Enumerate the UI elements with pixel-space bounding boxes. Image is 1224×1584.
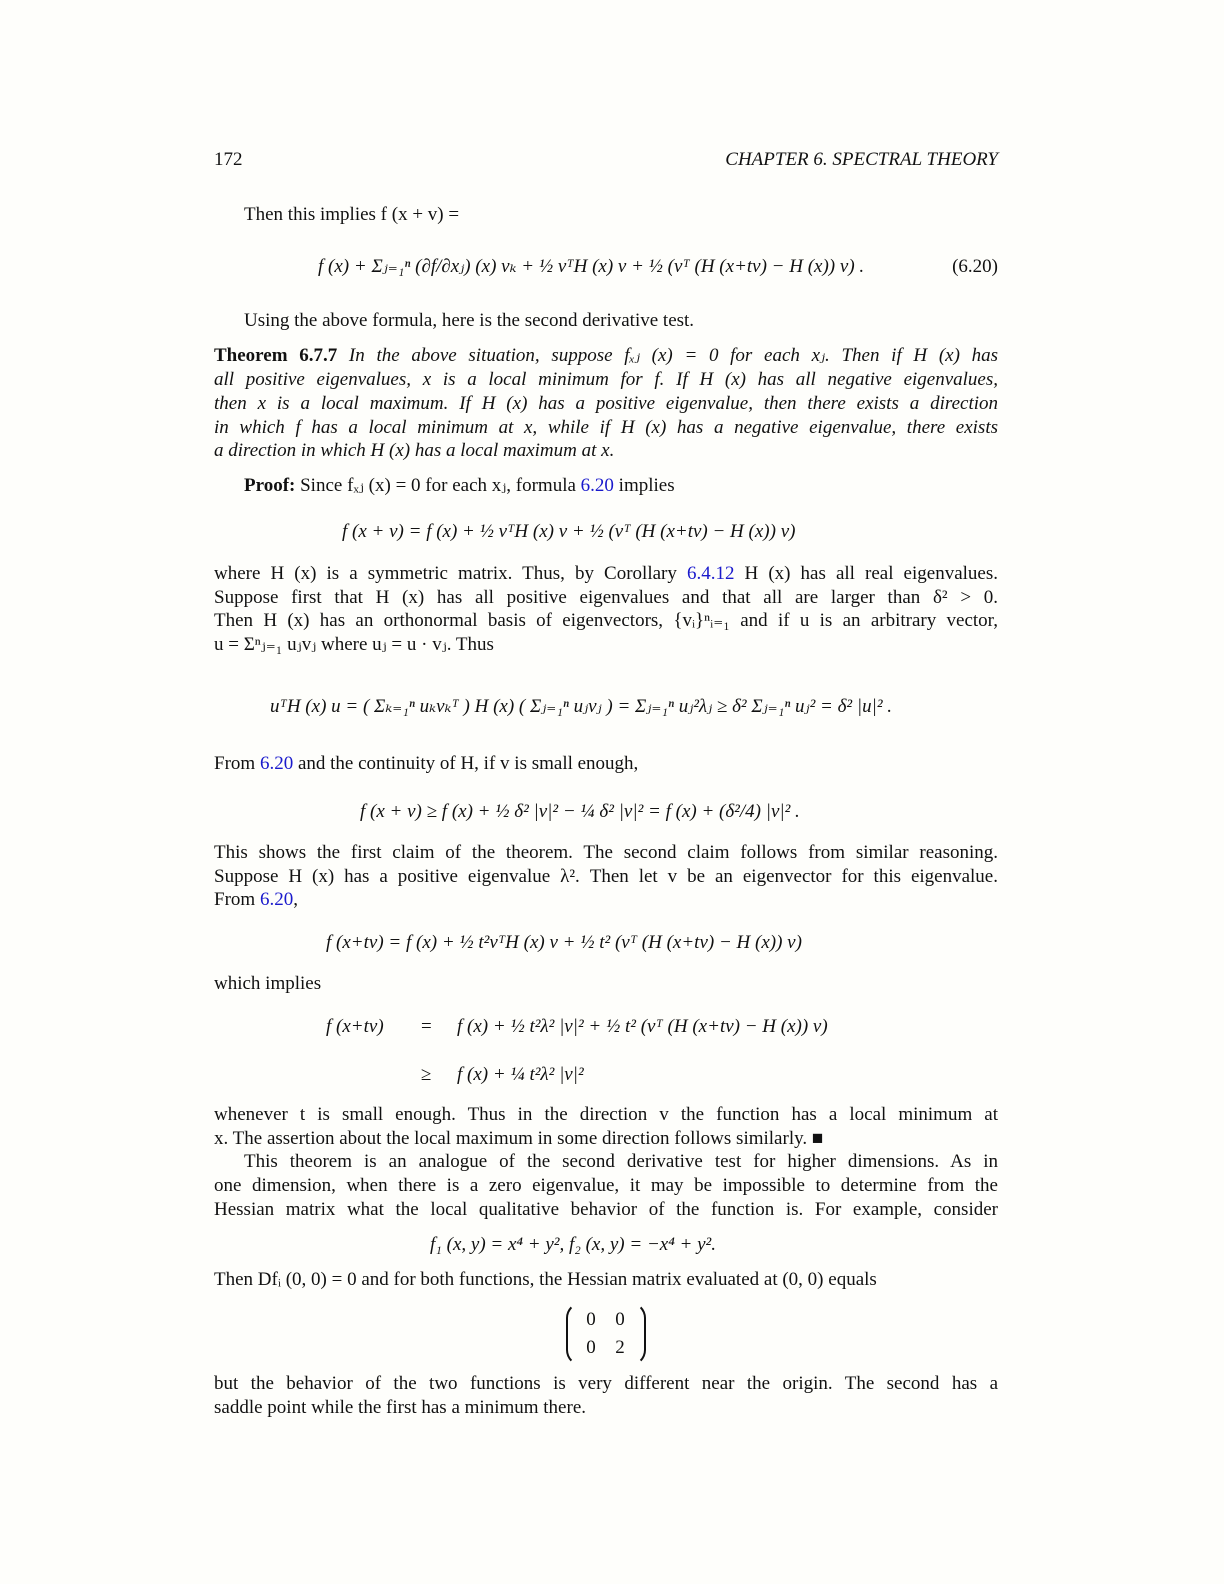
text: x. The assertion about the local maximum in some direction follows similarly.	[214, 1128, 808, 1149]
matrix-cell: 2	[615, 1337, 625, 1358]
proof-label: Proof:	[244, 475, 296, 496]
eq-rhs: f (x) + ¼ t²λ² |v|²	[457, 1064, 584, 1085]
running-header: CHAPTER 6. SPECTRAL THEORY	[725, 149, 998, 170]
paragraph-line: Then H (x) has an orthonormal basis of eigenvectors, {vᵢ}ⁿᵢ₌₁ and if u is an arbitrary vector,	[214, 610, 998, 631]
equation-link[interactable]: 6.20	[580, 475, 614, 496]
text: where H (x) is a symmetric matrix. Thus, by Corollary	[214, 563, 677, 584]
text: From	[214, 889, 256, 910]
left-paren	[566, 1302, 582, 1366]
paragraph-line	[214, 889, 998, 911]
paragraph-line	[214, 1128, 998, 1150]
equation: f₁ (x, y) = x⁴ + y², f₂ (x, y) = −x⁴ + y².	[430, 1234, 717, 1255]
using-line: Using the above formula, here is the second derivative test.	[244, 310, 695, 331]
proof-text: implies	[618, 475, 675, 496]
matrix-cell: 0	[586, 1309, 596, 1330]
right-paren	[630, 1302, 646, 1366]
paragraph-line	[214, 753, 998, 775]
paragraph-line: Suppose H (x) has a positive eigenvalue λ². Then let v be an eigenvector for this eigenvalue.	[214, 866, 998, 887]
paragraph-line	[214, 563, 998, 585]
corollary-link[interactable]: 6.4.12	[686, 563, 735, 584]
paragraph-line: This theorem is an analogue of the second derivative test for higher dimensions. As in	[244, 1151, 998, 1172]
equation: f (x + v) = f (x) + ½ vᵀH (x) v + ½ (vᵀ (H (x+tv) − H (x)) v)	[342, 521, 796, 542]
proof-text: Since fₓⱼ (x) = 0 for each xⱼ, formula	[300, 475, 576, 496]
paragraph-line: Suppose first that H (x) has all positive eigenvalues and that all are larger than δ² > 0.	[214, 587, 998, 608]
theorem-label: Theorem 6.7.7	[214, 345, 338, 366]
proof-line	[244, 475, 998, 497]
equation-link[interactable]: 6.20	[259, 889, 294, 910]
theorem-line: in which f has a local minimum at x, while if H (x) has a negative eigenvalue, there exists	[214, 417, 998, 438]
paragraph-line: Hessian matrix what the local qualitative behavior of the function is. For example, consider	[214, 1199, 998, 1220]
qed-icon: ■	[811, 1128, 824, 1149]
paragraph-line: one dimension, when there is a zero eigenvalue, it may be impossible to determine from the	[214, 1175, 998, 1196]
paragraph-line: This shows the first claim of the theorem. The second claim follows from similar reasoning.	[214, 842, 998, 863]
text: ,	[293, 889, 298, 910]
eq-lhs: f (x+tv)	[326, 1016, 384, 1037]
equation: f (x+tv) = f (x) + ½ t²vᵀH (x) v + ½ t² (vᵀ (H (x+tv) − H (x)) v)	[326, 932, 802, 953]
equation-6-20: f (x) + Σⱼ₌₁ⁿ (∂f/∂xⱼ) (x) vₖ + ½ vᵀH (x) v + ½ (vᵀ (H (x+tv) − H (x)) v) .	[318, 256, 865, 277]
matrix-cell: 0	[586, 1337, 596, 1358]
intro-line: Then this implies f (x + v) =	[244, 204, 460, 225]
equation: uᵀH (x) u = ( Σₖ₌₁ⁿ uₖvₖᵀ ) H (x) ( Σⱼ₌₁ⁿ uⱼvⱼ ) = Σⱼ₌₁ⁿ uⱼ²λⱼ ≥ δ² Σⱼ₌₁ⁿ uⱼ² = δ² |u|² .	[270, 696, 893, 717]
theorem-line: all positive eigenvalues, x is a local minimum for f. If H (x) has all negative eigenvalues,	[214, 369, 998, 390]
paragraph-line: which implies	[214, 973, 322, 994]
eq-relation: =	[421, 1016, 432, 1037]
eq-relation: ≥	[421, 1064, 432, 1085]
paragraph-line: saddle point while the first has a minimum there.	[214, 1397, 587, 1418]
paragraph-line: u = Σⁿⱼ₌₁ uⱼvⱼ where uⱼ = u · vⱼ. Thus	[214, 634, 494, 655]
paragraph-line: whenever t is small enough. Thus in the direction v the function has a local minimum at	[214, 1104, 998, 1125]
theorem-line: a direction in which H (x) has a local maximum at x.	[214, 440, 615, 461]
equation-tag: (6.20)	[952, 256, 998, 277]
eq-rhs: f (x) + ½ t²λ² |v|² + ½ t² (vᵀ (H (x+tv) − H (x)) v)	[457, 1016, 828, 1037]
paragraph-line: but the behavior of the two functions is very different near the origin. The second has a	[214, 1373, 998, 1394]
theorem-text: In the above situation, suppose fₓⱼ (x) = 0 for each xⱼ. Then if H (x) has	[348, 345, 998, 366]
equation: f (x + v) ≥ f (x) + ½ δ² |v|² − ¼ δ² |v|² = f (x) + (δ²/4) |v|² .	[360, 801, 800, 822]
theorem-line	[214, 345, 998, 367]
paragraph-line: Then Dfᵢ (0, 0) = 0 and for both functions, the Hessian matrix evaluated at (0, 0) equals	[214, 1269, 877, 1290]
matrix-cell: 0	[615, 1309, 625, 1330]
hessian-matrix	[566, 1302, 646, 1364]
text: and the continuity of H, if v is small enough,	[297, 753, 639, 774]
text: From	[214, 753, 256, 774]
text: H (x) has all real eigenvalues.	[744, 563, 998, 584]
page-number: 172	[214, 149, 243, 170]
equation-link[interactable]: 6.20	[259, 753, 294, 774]
theorem-line: then x is a local maximum. If H (x) has a positive eigenvalue, then there exists a direction	[214, 393, 998, 414]
